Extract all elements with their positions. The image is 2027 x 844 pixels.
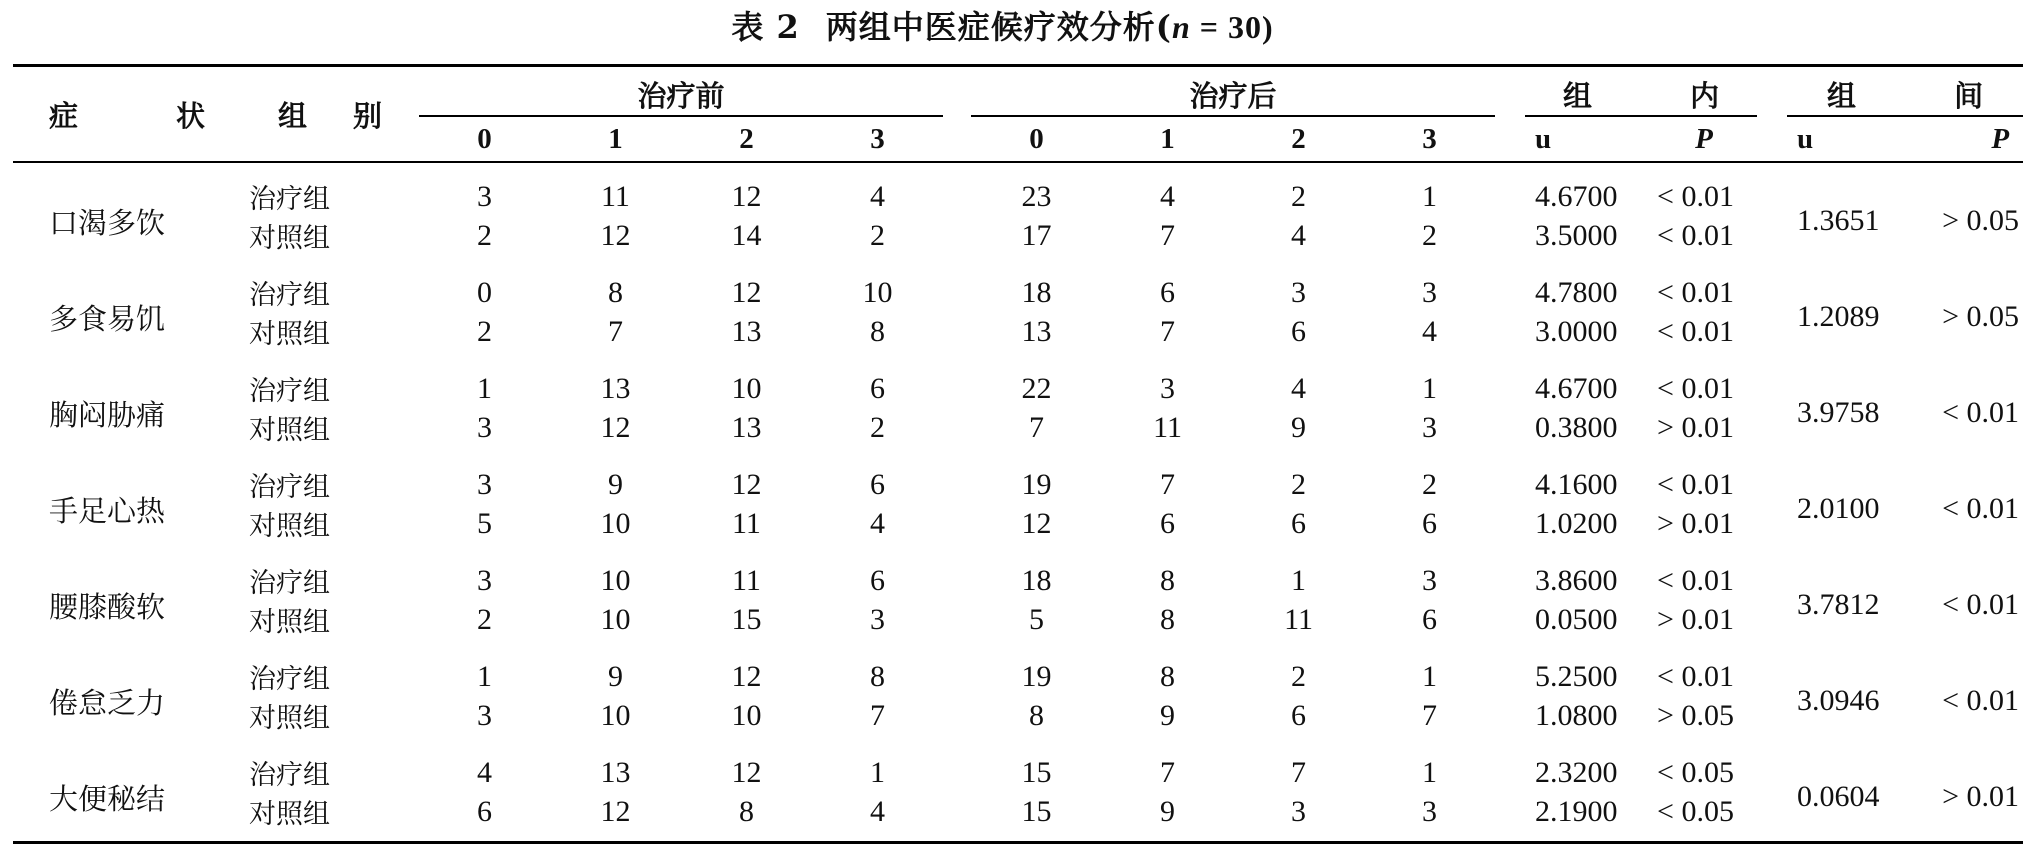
table-row [13,792,2023,843]
after-count-cell: 2 [1291,467,1307,501]
spacer-cell [1757,553,1787,649]
table-row [13,696,2023,745]
before-count-cell: 7 [870,698,885,732]
header-group: 组 别 [241,66,419,163]
after-count-cell: 23 [1021,179,1052,213]
table-number: 表 2 [731,8,800,46]
after-count-cell: 7 [1422,698,1438,732]
within-p-cell: < 0.01 [1657,563,1734,597]
before-count-cell: 2 [477,602,492,636]
spacer-cell [1495,792,1525,843]
between-u-cell: 1.2089 [1797,300,1880,333]
after-count-cell: 17 [1021,218,1052,252]
within-u-cell: 0.0500 [1535,602,1618,636]
after-count-cell: 19 [1021,659,1052,693]
spacer-cell [1495,361,1525,408]
after-count-cell: 6 [1291,506,1307,540]
table-row [13,457,2023,504]
table-title: 两组中医症候疗效分析( [825,8,1172,46]
after-count-cell: 4 [1160,179,1176,213]
group-cell: 治疗组 [249,568,330,599]
before-count-cell: 4 [870,179,885,213]
within-u-cell: 3.0000 [1535,314,1618,348]
before-count-cell: 13 [600,755,631,789]
within-u-cell: 2.3200 [1535,755,1618,789]
after-count-cell: 8 [1029,698,1045,732]
after-count-cell: 15 [1021,794,1052,828]
before-count-cell: 12 [731,179,762,213]
spacer-cell [943,745,971,792]
before-count-cell: 8 [870,314,885,348]
before-count-cell: 13 [731,314,762,348]
table-row [13,361,2023,408]
spacer-cell [943,361,971,408]
spacer-cell [1757,649,1787,745]
table-row [13,216,2023,265]
group-cell: 治疗组 [249,760,330,791]
after-count-cell: 4 [1291,371,1307,405]
after-count-cell: 7 [1160,218,1176,252]
after-count-cell: 7 [1160,755,1176,789]
after-count-cell: 2 [1422,218,1438,252]
symptom-cell: 胸闷胁痛 [49,397,166,432]
before-count-cell: 12 [731,467,762,501]
after-count-cell: 7 [1029,410,1045,444]
table-header [13,66,2027,163]
spacer-cell [1757,745,1787,843]
before-count-cell: 15 [731,602,762,636]
before-count-cell: 10 [862,275,893,309]
after-count-cell: 12 [1021,506,1052,540]
before-count-cell: 12 [731,755,762,789]
spacer-cell [1495,162,1525,216]
after-count-cell: 1 [1422,755,1438,789]
table-row [13,649,2023,696]
after-count-cell: 1 [1422,179,1438,213]
between-u-cell: 3.9758 [1797,396,1880,429]
after-count-cell: 7 [1291,755,1307,789]
before-count-cell: 12 [731,659,762,693]
before-count-cell: 2 [870,218,885,252]
after-count-cell: 3 [1422,275,1438,309]
between-p-cell: < 0.01 [1942,492,2020,525]
header-symptom: 症 状 [13,66,241,163]
spacer-cell [943,600,971,649]
before-count-cell: 13 [731,410,762,444]
before-count-cell: 9 [608,467,623,501]
after-count-cell: 1 [1422,371,1438,405]
after-count-cell: 8 [1160,659,1176,693]
before-count-cell: 3 [477,179,492,213]
spacer-cell [943,408,971,457]
table-row [13,265,2023,312]
before-count-cell: 13 [600,371,631,405]
spacer-cell [1495,600,1525,649]
before-count-cell: 1 [870,755,885,789]
spacer-cell [943,553,971,600]
grade-header: 2 [681,116,812,162]
symptom-cell: 大便秘结 [49,781,166,816]
grade-header: 3 [812,116,943,162]
before-count-cell: 6 [870,563,885,597]
before-count-cell: 1 [477,371,492,405]
between-p-cell: < 0.01 [1942,684,2020,717]
within-p-cell: < 0.01 [1657,314,1734,348]
between-u-header: u [1787,116,1913,162]
spacer-cell [1495,553,1525,600]
group-cell: 治疗组 [249,376,330,407]
before-count-cell: 11 [601,179,630,213]
spacer-cell [943,457,971,504]
symptom-cell: 口渴多饮 [49,205,166,240]
within-u-cell: 2.1900 [1535,794,1618,828]
after-count-cell: 2 [1291,179,1307,213]
after-count-cell: 3 [1160,371,1176,405]
spacer-cell [943,162,971,216]
header-after: 治疗后 [971,66,1495,117]
after-count-cell: 19 [1021,467,1052,501]
before-count-cell: 7 [608,314,623,348]
before-count-cell: 0 [477,275,492,309]
spacer-cell [1495,265,1525,312]
efficacy-table [13,64,2027,844]
between-p-cell: < 0.01 [1942,588,2020,621]
before-count-cell: 8 [608,275,623,309]
between-p-cell: > 0.01 [1942,780,2020,813]
spacer-cell [1495,649,1525,696]
after-count-cell: 6 [1291,698,1307,732]
within-u-header: u [1525,116,1651,162]
spacer-cell [1495,408,1525,457]
before-count-cell: 6 [477,794,492,828]
before-count-cell: 10 [600,602,631,636]
within-u-cell: 4.7800 [1535,275,1618,309]
after-count-cell: 9 [1160,698,1176,732]
after-count-cell: 8 [1160,563,1176,597]
n-variable: n [1171,9,1191,45]
table-row [13,600,2023,649]
grade-header: 0 [419,116,550,162]
before-count-cell: 3 [870,602,885,636]
after-count-cell: 7 [1160,467,1176,501]
within-u-cell: 1.0200 [1535,506,1618,540]
after-count-cell: 6 [1160,275,1176,309]
group-cell: 对照组 [249,703,330,734]
within-p-cell: < 0.01 [1657,467,1734,501]
within-p-header: P [1651,116,1757,162]
table-caption [0,4,2005,50]
group-cell: 治疗组 [249,184,330,215]
spacer-cell [1495,696,1525,745]
after-count-cell: 3 [1291,275,1307,309]
before-count-cell: 14 [731,218,762,252]
between-u-cell: 1.3651 [1797,204,1880,237]
between-p-cell: > 0.05 [1942,204,2020,237]
after-count-cell: 2 [1422,467,1438,501]
before-count-cell: 10 [600,563,631,597]
spacer-cell [1757,162,1787,265]
table-body [13,162,2023,843]
spacer-cell [1495,312,1525,361]
within-u-cell: 3.8600 [1535,563,1618,597]
within-u-cell: 4.6700 [1535,179,1618,213]
spacer-cell [1495,216,1525,265]
after-count-cell: 1 [1291,563,1307,597]
after-count-cell: 7 [1160,314,1176,348]
after-count-cell: 9 [1160,794,1176,828]
symptom-cell: 倦怠乏力 [49,685,166,720]
after-count-cell: 3 [1422,794,1438,828]
group-cell: 治疗组 [249,280,330,311]
group-cell: 对照组 [249,223,330,254]
before-count-cell: 9 [608,659,623,693]
spacer-cell [1495,504,1525,553]
within-p-cell: < 0.01 [1657,275,1734,309]
header-within: 组 内 [1525,66,1757,117]
table-row [13,408,2023,457]
spacer-cell [943,649,971,696]
after-count-cell: 6 [1160,506,1176,540]
after-count-cell: 9 [1291,410,1307,444]
before-count-cell: 6 [870,371,885,405]
spacer-cell [943,312,971,361]
group-cell: 对照组 [249,415,330,446]
within-u-cell: 3.5000 [1535,218,1618,252]
after-count-cell: 6 [1291,314,1307,348]
group-cell: 治疗组 [249,664,330,695]
within-p-cell: > 0.05 [1657,698,1734,732]
grade-header: 1 [550,116,681,162]
within-u-cell: 4.1600 [1535,467,1618,501]
before-count-cell: 2 [477,218,492,252]
after-count-cell: 4 [1291,218,1307,252]
spacer-cell [1757,457,1787,553]
before-count-cell: 10 [731,698,762,732]
before-count-cell: 10 [600,698,631,732]
between-u-cell: 3.0946 [1797,684,1880,717]
after-count-cell: 18 [1021,563,1052,597]
after-count-cell: 5 [1029,602,1045,636]
after-count-cell: 2 [1291,659,1307,693]
header-between: 组 间 [1787,66,2023,117]
grade-header: 2 [1233,116,1364,162]
before-count-cell: 11 [732,563,761,597]
table-row [13,745,2023,792]
within-p-cell: < 0.01 [1657,659,1734,693]
before-count-cell: 2 [477,314,492,348]
after-count-cell: 18 [1021,275,1052,309]
symptom-cell: 多食易饥 [49,301,166,336]
table-row [13,504,2023,553]
between-p-header: P [1913,116,2023,162]
before-count-cell: 3 [477,698,492,732]
after-count-cell: 3 [1422,563,1438,597]
spacer-cell [943,216,971,265]
before-count-cell: 3 [477,410,492,444]
before-count-cell: 12 [600,794,631,828]
within-p-cell: > 0.01 [1657,602,1734,636]
after-count-cell: 6 [1422,602,1438,636]
grade-header: 0 [971,116,1102,162]
between-u-cell: 3.7812 [1797,588,1880,621]
after-count-cell: 11 [1284,602,1313,636]
spacer-cell [1495,745,1525,792]
within-u-cell: 4.6700 [1535,371,1618,405]
symptom-cell: 手足心热 [49,493,166,528]
table-row [13,312,2023,361]
spacer-cell [1757,361,1787,457]
after-count-cell: 3 [1291,794,1307,828]
after-count-cell: 3 [1422,410,1438,444]
symptom-cell: 腰膝酸软 [49,589,166,624]
before-count-cell: 4 [870,794,885,828]
between-u-cell: 0.0604 [1797,780,1880,813]
between-p-cell: < 0.01 [1942,396,2020,429]
between-p-cell: > 0.05 [1942,300,2020,333]
n-value: = 30) [1190,9,1274,45]
group-cell: 对照组 [249,511,330,542]
within-p-cell: < 0.01 [1657,179,1734,213]
before-count-cell: 12 [600,218,631,252]
after-count-cell: 15 [1021,755,1052,789]
group-cell: 对照组 [249,319,330,350]
spacer-cell [943,265,971,312]
between-u-cell: 2.0100 [1797,492,1880,525]
before-count-cell: 4 [477,755,492,789]
after-count-cell: 6 [1422,506,1438,540]
within-p-cell: < 0.01 [1657,371,1734,405]
group-cell: 对照组 [249,799,330,830]
grade-header: 3 [1364,116,1495,162]
before-count-cell: 5 [477,506,492,540]
before-count-cell: 12 [600,410,631,444]
within-p-cell: < 0.05 [1657,794,1734,828]
after-count-cell: 4 [1422,314,1438,348]
within-p-cell: < 0.01 [1657,218,1734,252]
after-count-cell: 8 [1160,602,1176,636]
before-count-cell: 4 [870,506,885,540]
within-u-cell: 0.3800 [1535,410,1618,444]
group-cell: 对照组 [249,607,330,638]
group-cell: 治疗组 [249,472,330,503]
before-count-cell: 3 [477,467,492,501]
before-count-cell: 10 [731,371,762,405]
table-row [13,553,2023,600]
before-count-cell: 1 [477,659,492,693]
spacer-cell [1757,265,1787,361]
header-before: 治疗前 [419,66,943,117]
before-count-cell: 6 [870,467,885,501]
within-u-cell: 5.2500 [1535,659,1618,693]
within-p-cell: > 0.01 [1657,410,1734,444]
after-count-cell: 13 [1021,314,1052,348]
spacer-cell [943,696,971,745]
after-count-cell: 11 [1153,410,1182,444]
before-count-cell: 8 [870,659,885,693]
within-p-cell: < 0.05 [1657,755,1734,789]
after-count-cell: 22 [1021,371,1052,405]
before-count-cell: 10 [600,506,631,540]
within-p-cell: > 0.01 [1657,506,1734,540]
before-count-cell: 3 [477,563,492,597]
before-count-cell: 8 [739,794,754,828]
after-count-cell: 1 [1422,659,1438,693]
spacer-cell [943,504,971,553]
grade-header: 1 [1102,116,1233,162]
before-count-cell: 2 [870,410,885,444]
spacer-cell [943,792,971,843]
spacer-cell [1495,457,1525,504]
before-count-cell: 12 [731,275,762,309]
before-count-cell: 11 [732,506,761,540]
table-row [13,162,2023,216]
within-u-cell: 1.0800 [1535,698,1618,732]
